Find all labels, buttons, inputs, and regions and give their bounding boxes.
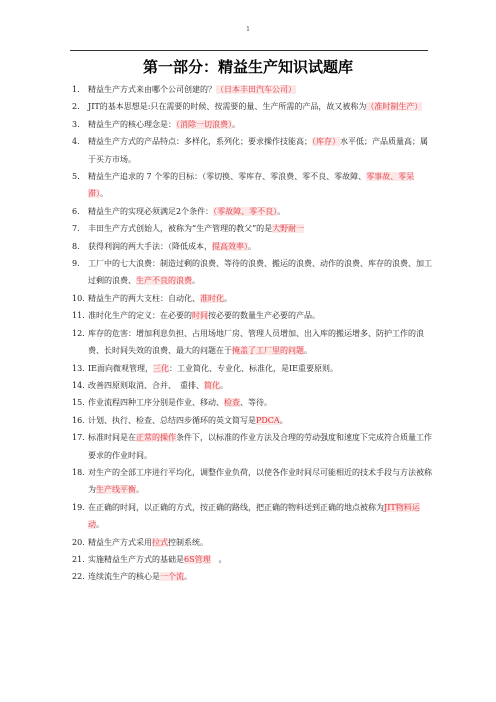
answer-highlight: 正常的操作 — [136, 433, 176, 443]
question-item — [72, 325, 432, 360]
question-number: 11. — [72, 311, 85, 321]
question-item — [72, 307, 432, 324]
question-text: 库存的危害：增加利息负担、占用场地厂房、管理人员增加、出入库的搬运增多、防护工作的浪费、长时间失效的浪费、最大的问题在于 — [88, 328, 424, 356]
question-item — [72, 168, 432, 203]
question-number: 2. — [72, 102, 80, 112]
answer-highlight: （零故障、零不良） — [213, 206, 278, 216]
page-title: 第一部分：精益生产知识试题库 — [142, 58, 353, 76]
question-text: JIT的基本思想是:只在需要的时候、按需要的量、生产所需的产品，故又被称为 — [88, 102, 367, 112]
answer-highlight: 提高效率） — [212, 241, 248, 251]
question-text: 准时化生产的定义：在必要的 — [88, 311, 192, 321]
question-number: 12. — [72, 328, 85, 338]
answer-highlight: 时间 — [192, 311, 208, 321]
question-text-tail: ：工业简化、专业化、标准化，是IE重要原则。 — [169, 363, 338, 373]
question-text: 计划、执行、检查、总结四步循环的英文简写是 — [88, 415, 256, 425]
question-text-tail: 。 — [136, 485, 144, 495]
question-text: 精益生产的实现必须满足2个条件： — [88, 206, 214, 216]
question-text-tail: 。 — [100, 189, 108, 199]
question-text: 精益生产追求的 7 个零的目标：（零切换、零库存、零浪费、零不良、零故障、 — [88, 172, 367, 182]
question-number: 10. — [72, 293, 85, 303]
question-text: 改善四原则取消、合并、 重排、 — [88, 380, 204, 390]
question-text: 精益生产方式采用 — [88, 537, 152, 547]
question-text-tail: 条件下，以标准的作业方法及合理的劳动强度和速度下完成符合质量工作要求的作业时间。 — [88, 433, 432, 460]
question-text: 实施精益生产方式的基础是 — [88, 554, 184, 564]
answer-highlight: 检查 — [224, 398, 240, 408]
question-number: 21. — [72, 554, 85, 564]
question-number: 18. — [72, 467, 85, 477]
question-text: 精益生产方式的产品特点：多样化，系列化；要求操作技能高； — [88, 137, 312, 147]
question-text: IE面向微观管理， — [88, 363, 153, 373]
question-text-tail: 。 — [304, 346, 312, 356]
question-text: 作业流程四种工序分别是作业、移动、 — [88, 398, 224, 408]
question-text-tail: 。 — [279, 415, 288, 425]
question-text-tail: 。 — [220, 380, 228, 390]
question-text-tail: 。 — [192, 276, 200, 286]
question-number: 15. — [72, 398, 85, 408]
question-number: 1. — [72, 85, 80, 94]
answer-highlight: （日本丰田汽车公司） — [216, 85, 296, 94]
answer-highlight: 拉式 — [152, 537, 168, 547]
question-number: 17. — [72, 433, 85, 443]
question-item — [72, 238, 432, 255]
answer-highlight: 生产线平衡 — [96, 485, 136, 495]
question-item — [72, 203, 432, 220]
question-text: 标准时间是在 — [88, 433, 136, 443]
answer-highlight: PDCA — [256, 415, 280, 425]
question-text: 精益生产的两大支柱：自动化、 — [88, 293, 200, 303]
answer-highlight: 三化 — [153, 363, 169, 373]
answer-highlight: 大野耐一 — [272, 224, 305, 234]
question-text-tail: 按必要的数量生产必要的产品。 — [208, 311, 320, 321]
answer-highlight: 零事故、零呆滞） — [88, 172, 415, 199]
question-text: 丰田生产方式创始人，被称为“生产管理的教父”的是 — [88, 224, 273, 234]
answer-highlight: 掩盖了工厂里的问题 — [232, 346, 304, 356]
question-text-tail: 。 — [232, 119, 240, 129]
question-text: 工厂中的七大浪费：制造过剩的浪费、等待的浪费、搬运的浪费、动作的浪费、库存的浪费、加工过剩的浪费、 — [88, 259, 432, 286]
answer-highlight: JIT物料运动 — [88, 502, 420, 530]
header-rule — [70, 50, 428, 51]
question-number: 13. — [72, 363, 85, 373]
question-list — [72, 81, 432, 586]
question-item — [72, 133, 432, 168]
question-item — [72, 412, 432, 429]
question-number: 20. — [72, 537, 85, 547]
question-text-tail: 。 — [96, 520, 104, 530]
question-item — [72, 377, 432, 394]
question-item — [72, 81, 432, 98]
question-number: 19. — [72, 502, 85, 512]
question-text-tail: 。 — [210, 554, 227, 564]
question-text-tail: 。 — [277, 206, 286, 216]
answer-highlight: 简化 — [204, 380, 220, 390]
answer-highlight: 一个流 — [160, 572, 184, 582]
question-text: 在正确的时间，以正确的方式，按正确的路线，把正确的物料送到正确的地点被称为 — [88, 502, 384, 512]
question-item — [72, 534, 432, 551]
question-text-tail: 水平低；产品质量高；属于买方市场。 — [88, 137, 428, 164]
question-text: 精益生产的核心理念是： — [88, 119, 176, 129]
question-item — [72, 429, 432, 464]
question-text-tail: 控制系统。 — [168, 537, 208, 547]
question-text-tail: 。 — [224, 293, 232, 303]
question-text: 获得利润的两大手法：（降低成本， — [88, 241, 212, 251]
question-item — [72, 360, 432, 377]
question-number: 16. — [72, 415, 85, 425]
answer-highlight: 6S管理 — [184, 554, 211, 564]
question-number: 7. — [72, 224, 80, 234]
question-number: 14. — [72, 380, 85, 390]
question-number: 5. — [72, 172, 80, 182]
question-number: 3. — [72, 119, 80, 129]
question-item — [72, 116, 432, 133]
question-item — [72, 290, 432, 307]
question-text: 对生产的全部工序进行平均化，调整作业负荷，以使各作业时间尽可能相近的技术手段与方法被称为 — [88, 467, 432, 495]
question-text-tail: 。 — [184, 572, 192, 582]
question-number: 8. — [72, 241, 80, 251]
answer-highlight: （库存） — [312, 137, 340, 147]
question-number: 4. — [72, 137, 80, 147]
question-item — [72, 255, 432, 290]
question-item — [72, 220, 432, 237]
answer-highlight: 生产不良的浪费 — [136, 276, 192, 286]
question-item — [72, 499, 432, 534]
question-item — [72, 394, 432, 411]
question-item — [72, 568, 432, 585]
question-item — [72, 551, 432, 568]
question-number: 22. — [72, 572, 85, 582]
question-text-tail: 、等待。 — [240, 398, 272, 408]
answer-highlight: （准时制生产） — [366, 102, 423, 112]
question-text-tail: 。 — [248, 241, 256, 251]
question-number: 6. — [72, 206, 80, 216]
page-number: 1 — [246, 26, 250, 33]
answer-highlight: 准时化 — [200, 293, 224, 303]
question-number: 9. — [72, 259, 80, 269]
question-text: 精益生产方式来由哪个公司创建的？ — [88, 85, 216, 94]
question-item — [72, 464, 432, 499]
answer-highlight: （消除一切浪费） — [176, 119, 232, 129]
question-text: 连续流生产的核心是 — [88, 572, 160, 582]
question-item — [72, 98, 432, 115]
